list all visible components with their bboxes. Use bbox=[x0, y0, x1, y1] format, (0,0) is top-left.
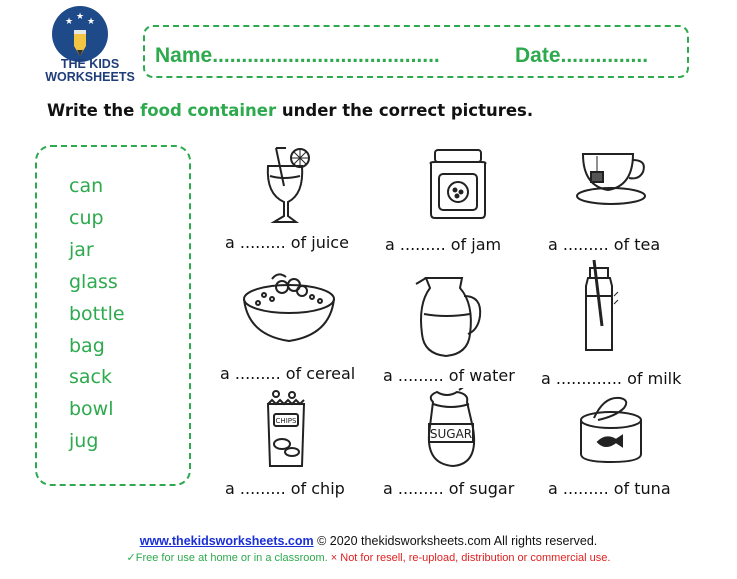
cereal-bowl-icon bbox=[242, 265, 336, 347]
word-bank-item: jar bbox=[69, 239, 94, 261]
logo-line2: WORKSHEETS bbox=[45, 70, 135, 84]
word-bank bbox=[35, 145, 191, 486]
picture-label-tuna: a ......... of tuna bbox=[548, 479, 671, 498]
juice-glass-icon bbox=[262, 146, 322, 226]
svg-text:★: ★ bbox=[76, 12, 85, 22]
logo-badge bbox=[52, 6, 108, 62]
logo-text bbox=[42, 58, 138, 84]
word-bank-item: bag bbox=[69, 335, 105, 357]
footer-link[interactable]: www.thekidsworksheets.com bbox=[139, 534, 314, 548]
word-bank-item: jug bbox=[69, 430, 99, 452]
word-bank-item: cup bbox=[69, 207, 104, 229]
word-bank-item: bowl bbox=[69, 398, 114, 420]
footer-terms bbox=[0, 551, 737, 564]
picture-label-cereal: a ......... of cereal bbox=[220, 364, 356, 383]
instruction-part1: Write the bbox=[47, 101, 141, 120]
picture-label-chip: a ......... of chip bbox=[225, 479, 345, 498]
jam-jar-icon bbox=[425, 148, 491, 220]
name-date-box bbox=[143, 25, 689, 78]
svg-text:★: ★ bbox=[65, 17, 74, 27]
water-jug-icon bbox=[412, 274, 484, 360]
footer-copyright bbox=[0, 534, 737, 548]
picture-label-water: a ......... of water bbox=[383, 366, 515, 385]
picture-label-tea: a ......... of tea bbox=[548, 235, 661, 254]
sugar-sack-icon bbox=[423, 388, 481, 470]
picture-label-juice: a ......... of juice bbox=[225, 233, 349, 252]
footer-copyright-text: © 2020 thekidsworksheets.com All rights reserved. bbox=[313, 534, 598, 548]
instruction-text bbox=[47, 101, 533, 120]
logo-line1: THE KIDS bbox=[60, 57, 120, 71]
picture-label-jam: a ......... of jam bbox=[385, 235, 502, 254]
chip-bag-text: CHIPS bbox=[275, 417, 297, 425]
instruction-part2: under the correct pictures. bbox=[276, 101, 534, 120]
sugar-sack-text: SUGAR bbox=[429, 427, 473, 441]
milk-bottle-icon bbox=[580, 256, 620, 354]
instruction-highlight: food container bbox=[140, 101, 277, 120]
date-field[interactable]: Date............... bbox=[515, 44, 649, 67]
picture-label-milk: a ............. of milk bbox=[541, 369, 682, 388]
word-bank-item: sack bbox=[69, 366, 112, 388]
not-for-resale-note: × Not for resell, re-upload, distribution or commercial use. bbox=[330, 552, 611, 564]
chip-bag-icon bbox=[262, 390, 310, 470]
tea-cup-icon bbox=[575, 148, 653, 210]
free-use-note: ✓Free for use at home or in a classroom. bbox=[126, 552, 328, 564]
tuna-can-icon bbox=[578, 392, 644, 466]
name-field[interactable]: Name....................................... bbox=[155, 44, 440, 67]
picture-label-sugar: a ......... of sugar bbox=[383, 479, 515, 498]
word-bank-item: bottle bbox=[69, 303, 125, 325]
svg-text:★: ★ bbox=[87, 17, 96, 27]
word-bank-item: glass bbox=[69, 271, 118, 293]
pencil-icon bbox=[52, 6, 108, 62]
site-logo bbox=[42, 6, 138, 86]
word-bank-item: can bbox=[69, 175, 104, 197]
